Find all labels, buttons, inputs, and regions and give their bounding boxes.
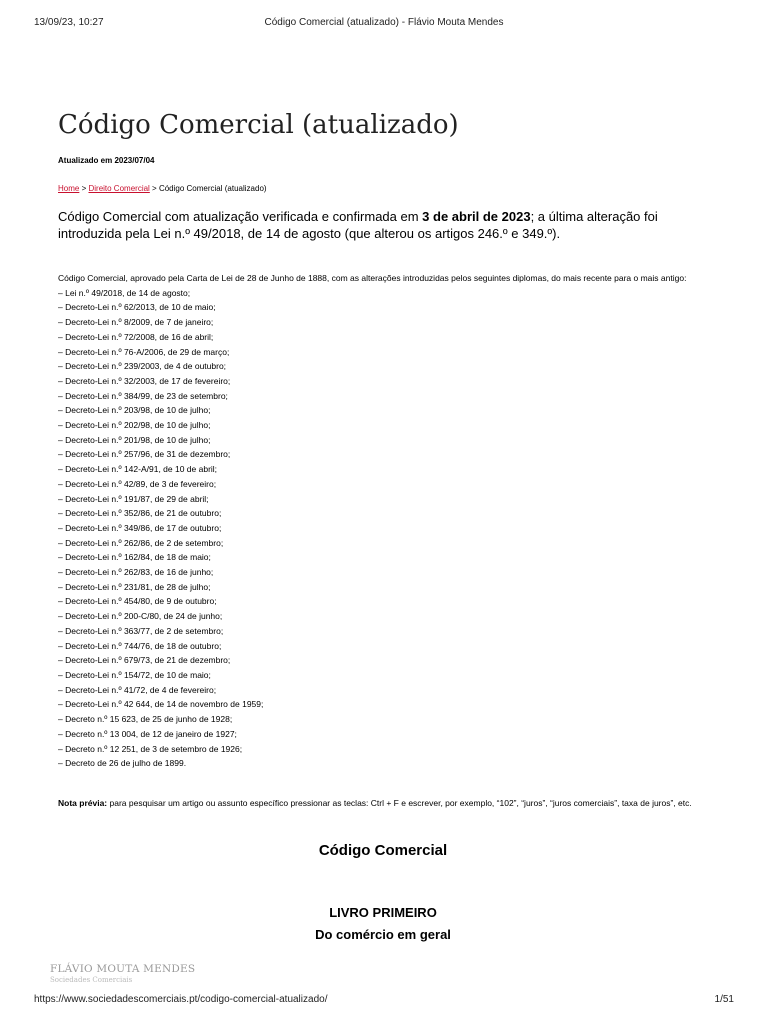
decree-list-item: – Decreto-Lei n.º 203/98, de 10 de julho; xyxy=(58,405,211,416)
decree-list-item: – Decreto-Lei n.º 363/77, de 2 de setembro; xyxy=(58,625,224,636)
lead-date-bold: 3 de abril de 2023 xyxy=(422,209,531,224)
decree-list-item: – Decreto-Lei n.º 679/73, de 21 de dezembro; xyxy=(58,655,231,666)
decree-list-item: – Decreto-Lei n.º 200-C/80, de 24 de junho; xyxy=(58,611,223,622)
decree-list-item: – Decreto-Lei n.º 76-A/2006, de 29 de março; xyxy=(58,346,230,357)
page-title: Código Comercial (atualizado) xyxy=(58,110,459,140)
decree-list-item: – Decreto-Lei n.º 191/87, de 29 de abril; xyxy=(58,493,209,504)
decree-list-item: – Decreto-Lei n.º 257/96, de 31 de dezembro; xyxy=(58,449,231,460)
decree-list-item: – Decreto-Lei n.º 349/86, de 17 de outubro; xyxy=(58,522,222,533)
note-text: para pesquisar um artigo ou assunto específico pressionar as teclas: Ctrl + F e escrever, por exemplo, “102”, “juros”, “juros comerciais”, taxa de juros”, etc. xyxy=(107,798,692,808)
decree-list-item: – Decreto-Lei n.º 42 644, de 14 de novembro de 1959; xyxy=(58,699,264,710)
decree-list-item: – Decreto-Lei n.º 262/86, de 2 de setembro; xyxy=(58,537,224,548)
decree-list-item: – Decreto-Lei n.º 744/76, de 18 de outubro; xyxy=(58,640,222,651)
decree-list-item: – Decreto-Lei n.º 62/2013, de 10 de maio; xyxy=(58,302,216,313)
decree-list-item: – Decreto-Lei n.º 154/72, de 10 de maio; xyxy=(58,669,211,680)
breadcrumb xyxy=(58,184,267,193)
book-title: LIVRO PRIMEIRO xyxy=(329,905,437,920)
approved-intro: Código Comercial, aprovado pela Carta de Lei de 28 de Junho de 1888, com as alterações introduzidas pelos seguintes diplomas, do mais recente para o mais antigo: xyxy=(58,273,687,283)
decree-list-item: – Decreto-Lei n.º 32/2003, de 17 de fevereiro; xyxy=(58,375,231,386)
print-url: https://www.sociedadescomerciais.pt/codigo-comercial-atualizado/ xyxy=(34,994,328,1005)
breadcrumb-separator: > xyxy=(79,184,89,193)
print-date: 13/09/23, 10:27 xyxy=(34,17,104,28)
lead-text-end: ; a última alteração foi introduzida pela Lei n.º 49/2018, de 14 de agosto (que alterou os artigos 246.º e 349.º). xyxy=(58,209,658,241)
decree-list-item: – Lei n.º 49/2018, de 14 de agosto; xyxy=(58,287,191,298)
book-subtitle: Do comércio em geral xyxy=(315,927,451,942)
decree-list-item: – Decreto-Lei n.º 42/89, de 3 de fevereiro; xyxy=(58,478,217,489)
breadcrumb-current: Código Comercial (atualizado) xyxy=(158,184,267,193)
breadcrumb-separator: > xyxy=(149,184,159,193)
print-document-title: Código Comercial (atualizado) - Flávio Mouta Mendes xyxy=(264,17,504,28)
print-page-number: 1/51 xyxy=(714,994,734,1005)
brand-name: FLÁVIO MOUTA MENDES xyxy=(50,963,196,975)
print-footer xyxy=(34,994,734,1008)
decree-list-item: – Decreto-Lei n.º 142-A/91, de 10 de abril; xyxy=(58,464,218,475)
preliminary-note xyxy=(58,796,708,811)
decree-list-item: – Decreto n.º 13 004, de 12 de janeiro de 1927; xyxy=(58,728,237,739)
decree-list-item: – Decreto-Lei n.º 41/72, de 4 de fevereiro; xyxy=(58,684,217,695)
decree-list-item: – Decreto n.º 15 623, de 25 de junho de 1928; xyxy=(58,714,233,725)
code-title: Código Comercial xyxy=(318,842,448,859)
decree-list-item: – Decreto-Lei n.º 202/98, de 10 de julho; xyxy=(58,420,211,431)
decree-list-item: – Decreto-Lei n.º 352/86, de 21 de outubro; xyxy=(58,508,222,519)
decree-list-item: – Decreto-Lei n.º 239/2003, de 4 de outubro; xyxy=(58,361,227,372)
decree-list-item: – Decreto-Lei n.º 201/98, de 10 de julho; xyxy=(58,434,211,445)
amendments-section xyxy=(58,271,708,771)
lead-text-start: Código Comercial com atualização verificada e confirmada em xyxy=(58,209,423,224)
brand-tagline: Sociedades Comerciais xyxy=(50,976,133,984)
decree-list-item: – Decreto-Lei n.º 262/83, de 16 de junho; xyxy=(58,567,214,578)
decree-list-item: – Decreto-Lei n.º 8/2009, de 7 de janeiro; xyxy=(58,317,214,328)
lead-paragraph xyxy=(58,208,708,242)
decree-list-item: – Decreto-Lei n.º 72/2008, de 16 de abril; xyxy=(58,331,214,342)
decree-list-item: – Decreto-Lei n.º 231/81, de 28 de julho; xyxy=(58,581,211,592)
decree-list-item: – Decreto-Lei n.º 162/84, de 18 de maio; xyxy=(58,552,211,563)
updated-date: Atualizado em 2023/07/04 xyxy=(58,156,155,165)
decree-list xyxy=(58,286,708,771)
note-label: Nota prévia: xyxy=(58,798,108,808)
decree-list-item: – Decreto-Lei n.º 454/80, de 9 de outubro; xyxy=(58,596,217,607)
print-header xyxy=(34,17,734,31)
brand-logo xyxy=(50,963,195,984)
breadcrumb-category-link[interactable]: Direito Comercial xyxy=(88,184,150,193)
decree-list-item: – Decreto n.º 12 251, de 3 de setembro de 1926; xyxy=(58,743,243,754)
decree-list-item: – Decreto-Lei n.º 384/99, de 23 de setembro; xyxy=(58,390,228,401)
breadcrumb-home-link[interactable]: Home xyxy=(58,184,80,193)
decree-list-item: – Decreto de 26 de julho de 1899. xyxy=(58,758,187,769)
